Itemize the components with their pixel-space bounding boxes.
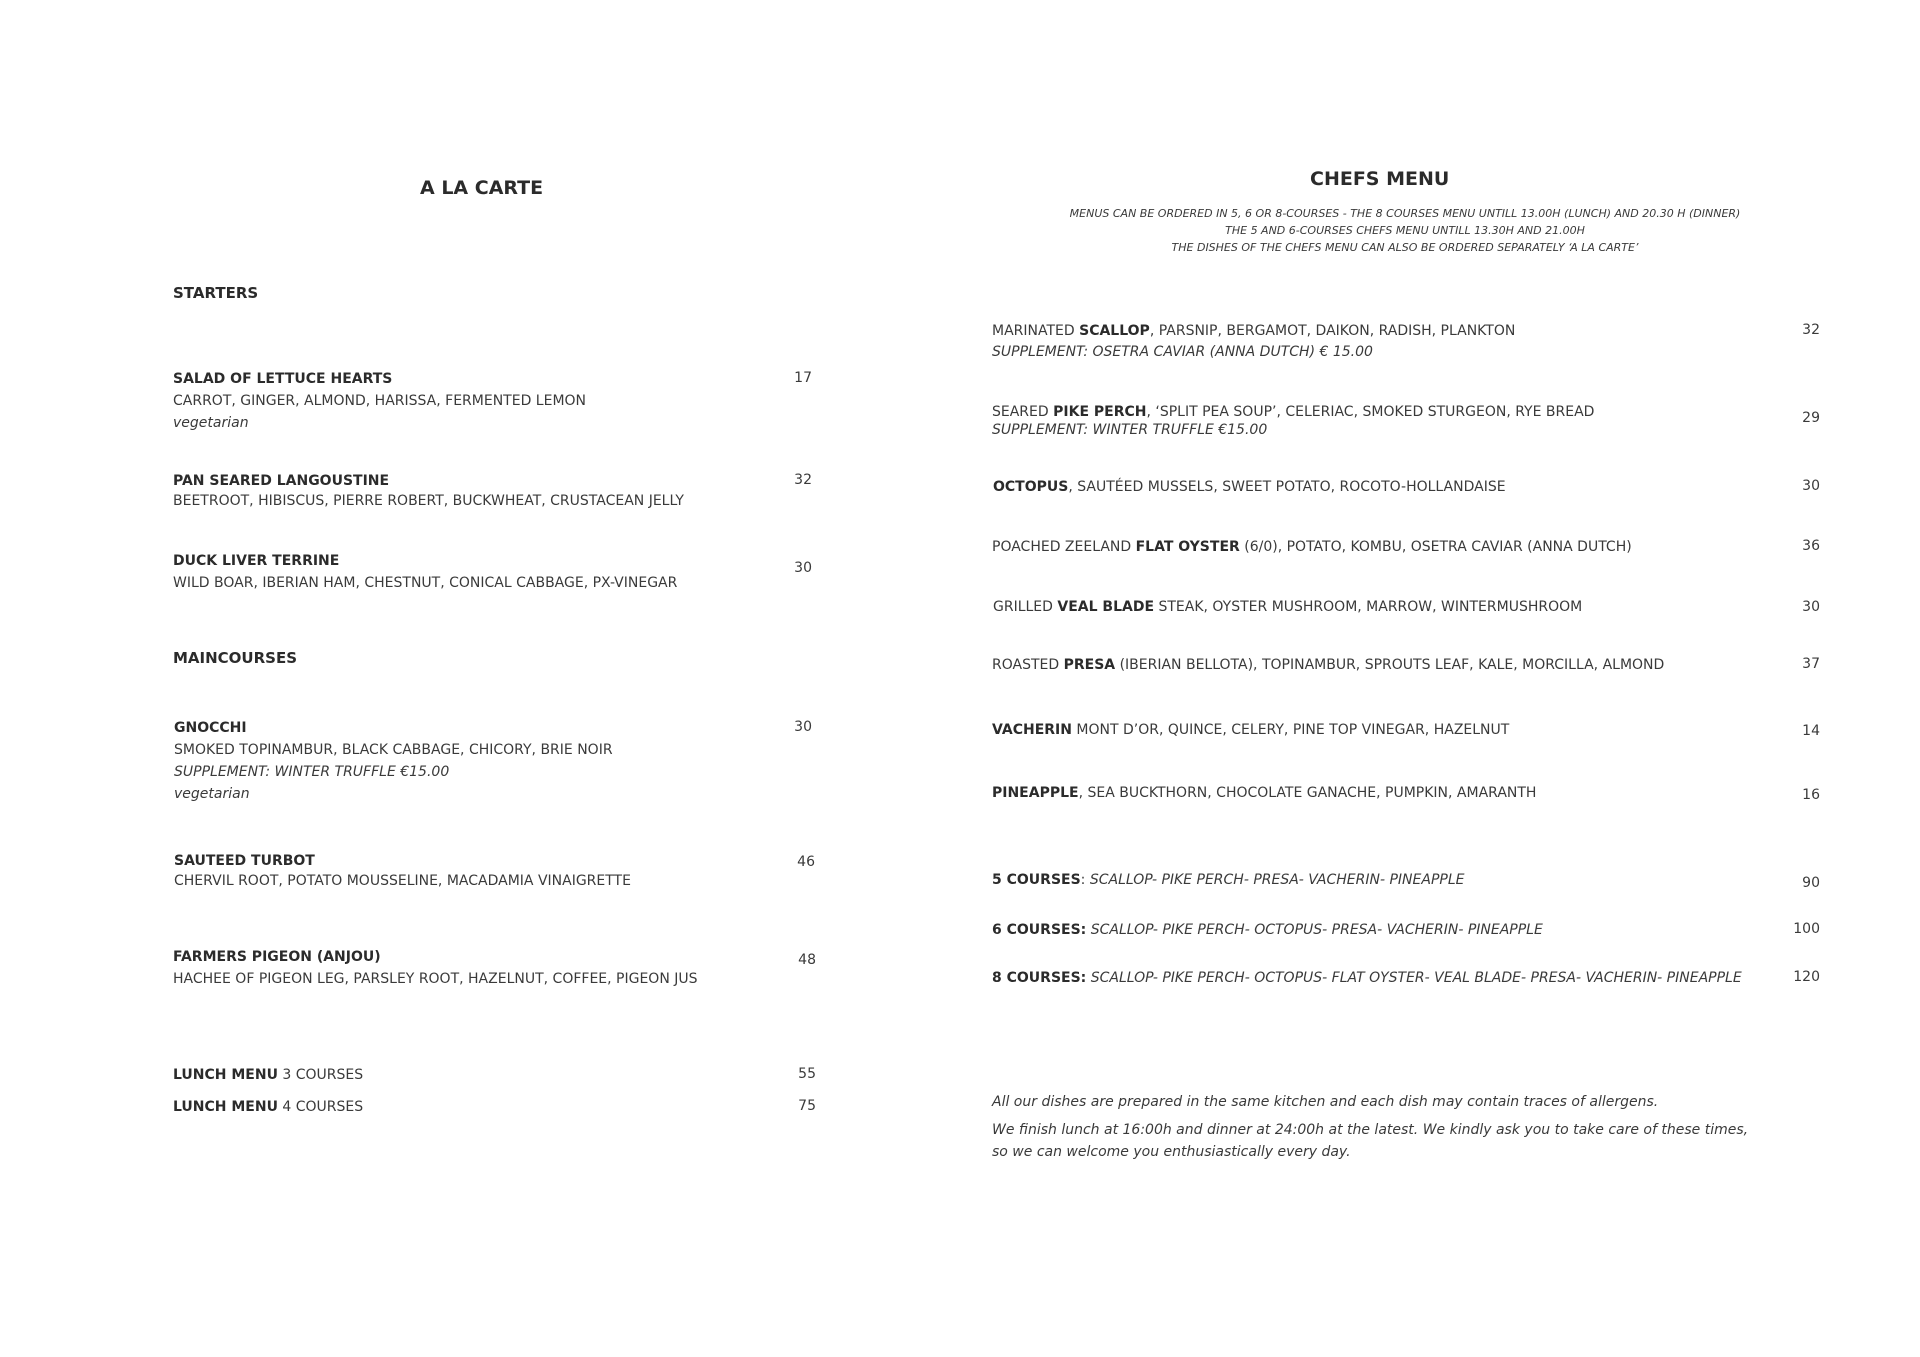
dish-price: 29 xyxy=(1802,410,1820,426)
dish-main-ingredient: VACHERIN xyxy=(992,722,1072,738)
item-price: 17 xyxy=(794,370,812,386)
menu-item xyxy=(173,948,698,988)
course-list: SCALLOP- PIKE PERCH- OCTOPUS- FLAT OYSTER- VEAL BLADE- PRESA- VACHERIN- PINEAPPLE xyxy=(1090,970,1742,986)
chefs-menu-notes xyxy=(1060,205,1750,256)
item-description: CARROT, GINGER, ALMOND, HARISSA, FERMENTED LEMON xyxy=(173,393,587,409)
item-name: SALAD OF LETTUCE HEARTS xyxy=(173,371,393,387)
lunch-menu-price: 75 xyxy=(798,1098,816,1114)
item-name: SAUTEED TURBOT xyxy=(174,853,315,869)
dish-prefix: GRILLED xyxy=(993,599,1058,615)
starters-heading: STARTERS xyxy=(173,284,259,302)
item-name: GNOCCHI xyxy=(174,720,247,736)
chefs-dish xyxy=(992,784,1536,802)
item-price: 32 xyxy=(794,472,812,488)
course-price: 100 xyxy=(1793,921,1820,937)
lunch-menu-line xyxy=(173,1098,363,1116)
maincourses-heading: MAINCOURSES xyxy=(173,649,298,667)
item-price: 30 xyxy=(794,560,812,576)
dish-rest: , SEA BUCKTHORN, CHOCOLATE GANACHE, PUMPKIN, AMARANTH xyxy=(1078,785,1537,801)
dish-main-ingredient: OCTOPUS xyxy=(993,479,1069,495)
chefs-dish xyxy=(992,721,1509,739)
dish-price: 30 xyxy=(1802,478,1820,494)
item-note: vegetarian xyxy=(173,415,249,431)
dish-main-ingredient: PRESA xyxy=(1063,657,1116,673)
lunch-menu-line xyxy=(173,1066,363,1084)
dish-rest: , SAUTÉED MUSSELS, SWEET POTATO, ROCOTO-HOLLANDAISE xyxy=(1068,479,1506,495)
chefs-dish xyxy=(993,598,1582,616)
menu-item xyxy=(173,552,677,592)
dish-price: 32 xyxy=(1802,322,1820,338)
menu-item xyxy=(174,719,613,803)
dish-line xyxy=(992,322,1515,340)
item-description: SMOKED TOPINAMBUR, BLACK CABBAGE, CHICORY, BRIE NOIR xyxy=(174,742,613,758)
dish-supplement: SUPPLEMENT: WINTER TRUFFLE €15.00 xyxy=(992,422,1268,438)
lunch-menu-label: LUNCH MENU xyxy=(173,1099,278,1115)
item-supplement: SUPPLEMENT: WINTER TRUFFLE €15.00 xyxy=(174,764,450,780)
dish-rest: MONT D’OR, QUINCE, CELERY, PINE TOP VINEGAR, HAZELNUT xyxy=(1071,722,1510,738)
chefs-menu-note: THE 5 AND 6-COURSES CHEFS MENU UNTILL 13.30H AND 21.00H xyxy=(1225,224,1585,237)
dish-supplement: SUPPLEMENT: OSETRA CAVIAR (ANNA DUTCH) € 15.00 xyxy=(992,344,1373,360)
dish-price: 36 xyxy=(1802,538,1820,554)
chefs-dish xyxy=(992,403,1594,439)
menu-item xyxy=(173,370,586,432)
chefs-menu-title: CHEFS MENU xyxy=(1310,168,1450,190)
closing-times-notice-cont: so we can welcome you enthusiastically every day. xyxy=(992,1144,1351,1160)
dish-main-ingredient: PIKE PERCH xyxy=(1053,404,1147,420)
item-name: DUCK LIVER TERRINE xyxy=(173,553,340,569)
item-price: 48 xyxy=(798,952,816,968)
course-menu-line xyxy=(992,921,1543,939)
course-list: SCALLOP- PIKE PERCH- OCTOPUS- PRESA- VACHERIN- PINEAPPLE xyxy=(1090,922,1543,938)
menu-item xyxy=(174,852,631,890)
dish-prefix: POACHED ZEELAND xyxy=(992,539,1136,555)
chefs-menu-note: THE DISHES OF THE CHEFS MENU CAN ALSO BE ORDERED SEPARATELY ‘A LA CARTE’ xyxy=(1171,241,1639,254)
course-label: 8 COURSES: xyxy=(992,970,1087,986)
chefs-dish xyxy=(992,322,1515,361)
a-la-carte-title: A LA CARTE xyxy=(420,177,544,199)
item-description: HACHEE OF PIGEON LEG, PARSLEY ROOT, HAZELNUT, COFFEE, PIGEON JUS xyxy=(173,971,698,987)
lunch-menu-label: LUNCH MENU xyxy=(173,1067,278,1083)
chefs-dish xyxy=(992,656,1664,674)
dish-rest: , PARSNIP, BERGAMOT, DAIKON, RADISH, PLANKTON xyxy=(1149,323,1516,339)
lunch-menu-courses: 4 COURSES xyxy=(277,1099,364,1115)
course-menu-line xyxy=(992,871,1464,889)
course-label: 5 COURSES xyxy=(992,872,1081,888)
item-description: BEETROOT, HIBISCUS, PIERRE ROBERT, BUCKWHEAT, CRUSTACEAN JELLY xyxy=(173,493,684,509)
dish-rest: STEAK, OYSTER MUSHROOM, MARROW, WINTERMUSHROOM xyxy=(1154,599,1583,615)
item-description: WILD BOAR, IBERIAN HAM, CHESTNUT, CONICAL CABBAGE, PX-VINEGAR xyxy=(173,575,678,591)
dish-rest: (6/0), POTATO, KOMBU, OSETRA CAVIAR (ANNA DUTCH) xyxy=(1239,539,1632,555)
dish-main-ingredient: FLAT OYSTER xyxy=(1135,539,1240,555)
chefs-dish xyxy=(992,538,1632,556)
course-list: SCALLOP- PIKE PERCH- PRESA- VACHERIN- PINEAPPLE xyxy=(1089,872,1465,888)
dish-prefix: ROASTED xyxy=(992,657,1064,673)
course-label: 6 COURSES: xyxy=(992,922,1087,938)
dish-prefix: SEARED xyxy=(992,404,1054,420)
item-name: PAN SEARED LANGOUSTINE xyxy=(173,473,390,489)
lunch-menu-price: 55 xyxy=(798,1066,816,1082)
course-price: 90 xyxy=(1802,875,1820,891)
item-price: 46 xyxy=(797,854,815,870)
menu-item xyxy=(173,472,684,510)
footer-notes xyxy=(992,1091,1748,1163)
dish-prefix: MARINATED xyxy=(992,323,1080,339)
course-menu-line xyxy=(992,969,1742,987)
chefs-menu-note: MENUS CAN BE ORDERED IN 5, 6 OR 8-COURSES - THE 8 COURSES MENU UNTILL 13.00H (LUNCH) AND 20.30 H (DINNER) xyxy=(1069,207,1741,220)
lunch-menu-courses: 3 COURSES xyxy=(277,1067,364,1083)
dish-price: 14 xyxy=(1802,723,1820,739)
dish-rest: (IBERIAN BELLOTA), TOPINAMBUR, SPROUTS LEAF, KALE, MORCILLA, ALMOND xyxy=(1115,657,1665,673)
dish-price: 37 xyxy=(1802,656,1820,672)
item-price: 30 xyxy=(794,719,812,735)
dish-line xyxy=(992,403,1594,421)
dish-main-ingredient: PINEAPPLE xyxy=(992,785,1079,801)
item-name: FARMERS PIGEON (ANJOU) xyxy=(173,949,381,965)
dish-price: 16 xyxy=(1802,787,1820,803)
dish-rest: , ‘SPLIT PEA SOUP’, CELERIAC, SMOKED STURGEON, RYE BREAD xyxy=(1146,404,1595,420)
closing-times-notice: We finish lunch at 16:00h and dinner at 24:00h at the latest. We kindly ask you to take care of these times, xyxy=(992,1122,1749,1138)
course-price: 120 xyxy=(1793,969,1820,985)
dish-main-ingredient: VEAL BLADE xyxy=(1057,599,1155,615)
dish-main-ingredient: SCALLOP xyxy=(1079,323,1150,339)
allergen-notice: All our dishes are prepared in the same kitchen and each dish may contain traces of allergens. xyxy=(992,1094,1659,1110)
course-separator: : xyxy=(1080,872,1090,888)
item-description: CHERVIL ROOT, POTATO MOUSSELINE, MACADAMIA VINAIGRETTE xyxy=(174,873,631,889)
dish-price: 30 xyxy=(1802,599,1820,615)
item-note: vegetarian xyxy=(174,786,250,802)
chefs-dish xyxy=(993,478,1506,496)
